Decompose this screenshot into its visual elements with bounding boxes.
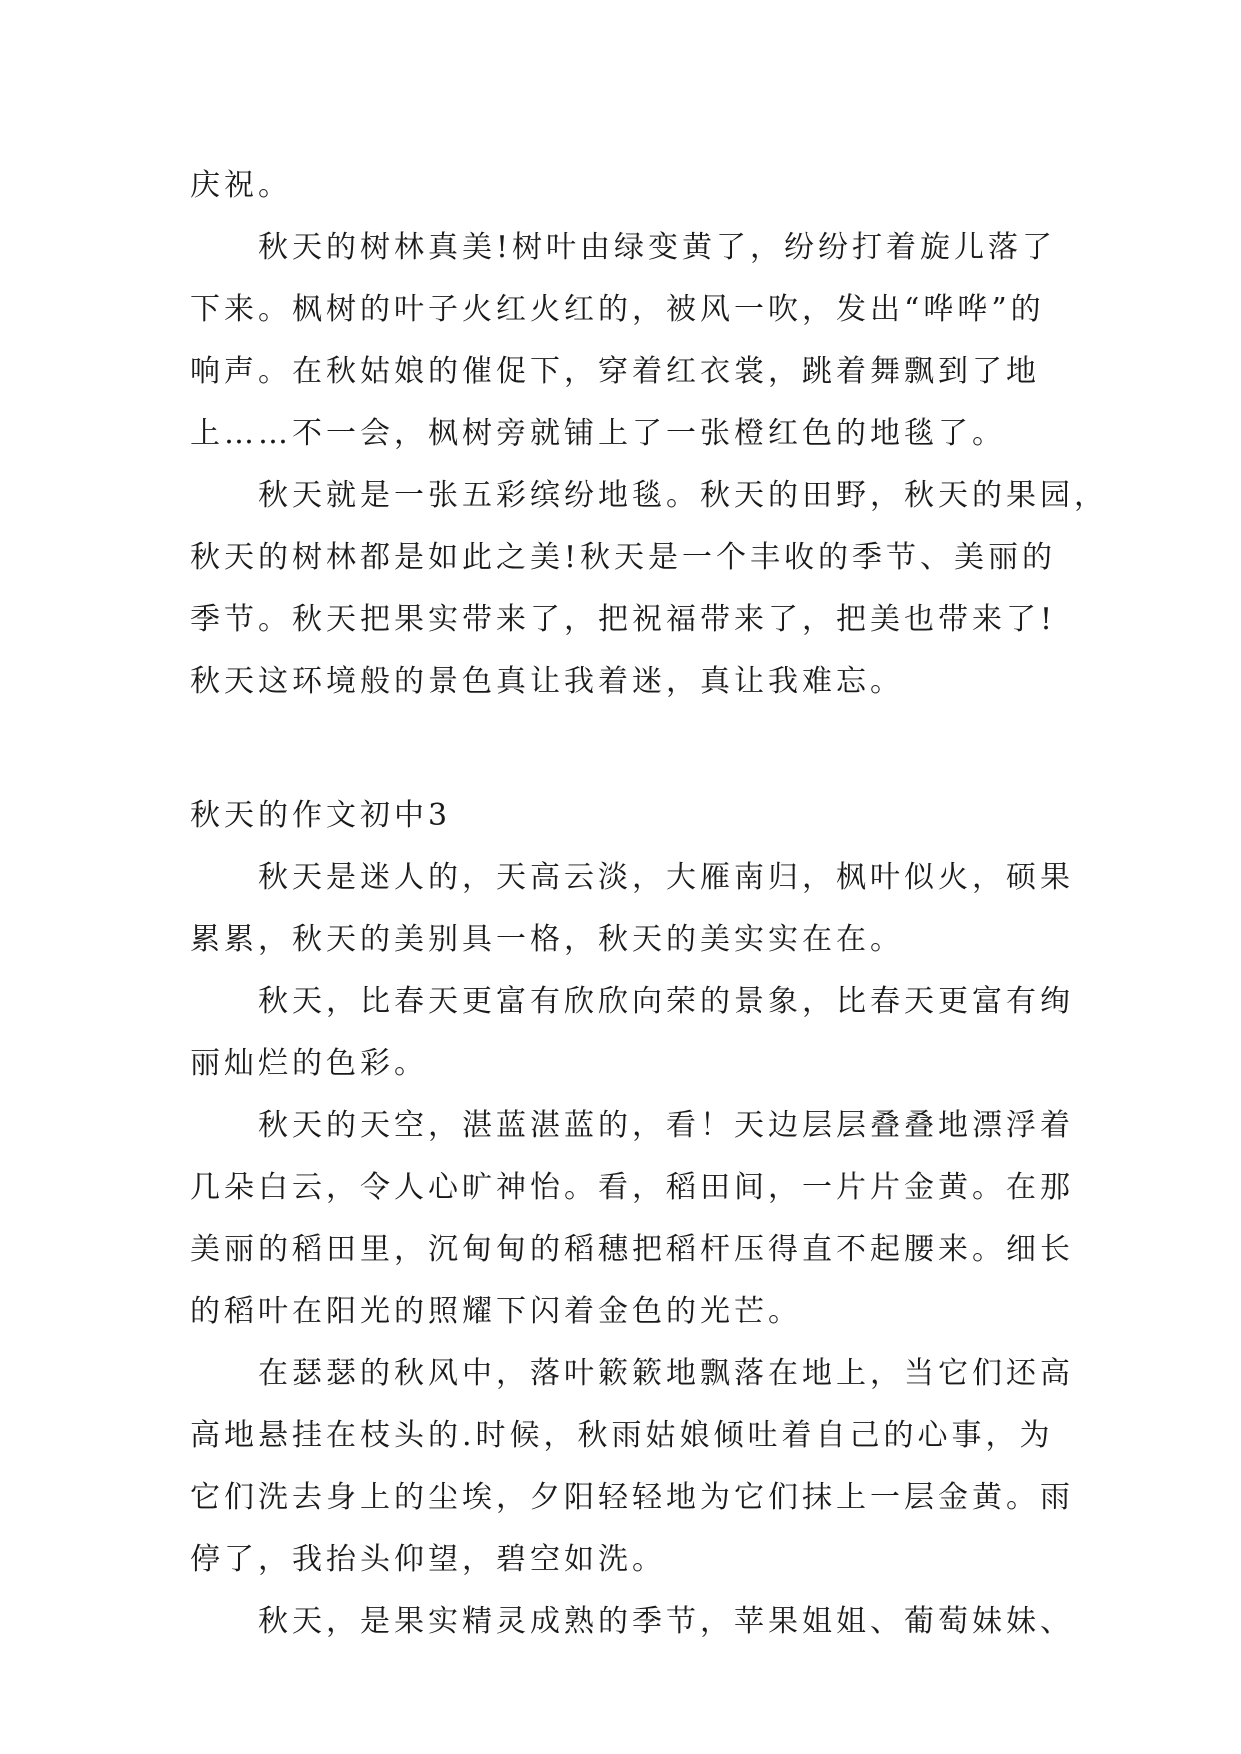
section-heading: 秋天的作文初中3: [190, 798, 452, 833]
text-line: 秋天的树林都是如此之美!秋天是一个丰收的季节、美丽的: [190, 540, 1057, 575]
text-line: 响声。在秋姑娘的催促下，穿着红衣裳，跳着舞飘到了地: [190, 354, 1040, 389]
paragraph-first-line: 秋天，是果实精灵成熟的季节，苹果姐姐、葡萄妹妹、: [258, 1604, 1074, 1639]
document-body: [190, 155, 1108, 1653]
text-line: 庆祝。: [190, 168, 292, 203]
text-line: 它们洗去身上的尘埃，夕阳轻轻地为它们抹上一层金黄。雨: [190, 1480, 1074, 1515]
text-line: 丽灿烂的色彩。: [190, 1046, 428, 1081]
paragraph-first-line: 秋天就是一张五彩缤纷地毯。秋天的田野，秋天的果园，: [258, 478, 1108, 513]
paragraph-first-line: 秋天是迷人的，天高云淡，大雁南归，枫叶似火，硕果: [258, 860, 1074, 895]
text-line: 高地悬挂在枝头的.时候，秋雨姑娘倾吐着自己的心事，为: [190, 1418, 1054, 1453]
text-line: 下来。枫树的叶子火红火红的，被风一吹，发出“哗哗”的: [190, 292, 1045, 327]
text-line: 几朵白云，令人心旷神怡。看，稻田间，一片片金黄。在那: [190, 1170, 1074, 1205]
text-line: 上……不一会，枫树旁就铺上了一张橙红色的地毯了。: [190, 416, 1006, 451]
text-line: 累累，秋天的美别具一格，秋天的美实实在在。: [190, 922, 904, 957]
text-line: 美丽的稻田里，沉甸甸的稻穗把稻杆压得直不起腰来。细长: [190, 1232, 1074, 1267]
text-line: 季节。秋天把果实带来了，把祝福带来了，把美也带来了!: [190, 602, 1057, 637]
text-line: 的稻叶在阳光的照耀下闪着金色的光芒。: [190, 1294, 802, 1329]
text-line: 停了，我抬头仰望，碧空如洗。: [190, 1542, 666, 1577]
paragraph-first-line: 秋天的天空，湛蓝湛蓝的，看！天边层层叠叠地漂浮着: [258, 1108, 1074, 1143]
text-line: 秋天这环境般的景色真让我着迷，真让我难忘。: [190, 664, 904, 699]
paragraph-first-line: 在瑟瑟的秋风中，落叶簌簌地飘落在地上，当它们还高: [258, 1356, 1074, 1391]
section-spacer: [190, 713, 1070, 785]
paragraph-first-line: 秋天的树林真美!树叶由绿变黄了，纷纷打着旋儿落了: [258, 230, 1057, 265]
paragraph-first-line: 秋天，比春天更富有欣欣向荣的景象，比春天更富有绚: [258, 984, 1074, 1019]
